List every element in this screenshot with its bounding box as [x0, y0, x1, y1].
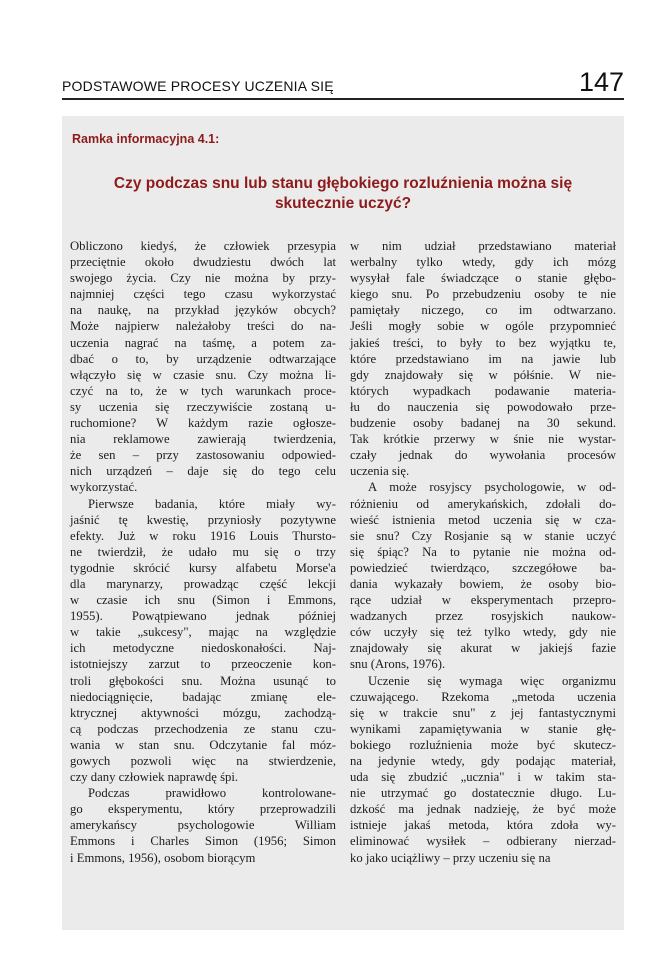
- text-line: przeciętnie około dwudziestu dwóch lat: [70, 255, 336, 270]
- text-line: Emmons i Charles Simon (1956; Simon: [70, 834, 336, 849]
- text-line: eliminować wysiłek – odbierany nierzad-: [350, 834, 616, 849]
- text-line: na naukę, na przykład języków obcych?: [70, 303, 336, 318]
- page-number: 147: [578, 67, 624, 97]
- text-line: różnieniu od amerykańskich, zdołali do-: [350, 496, 616, 511]
- text-line: czyć na to, że w tych warunkach proce-: [70, 383, 336, 398]
- text-line: 1955). Powątpiewano jednak później: [70, 609, 336, 624]
- text-line: w takie „sukcesy", mając na względzie: [70, 625, 336, 640]
- text-line: gdy znajdowały się w półśnie. W nie-: [350, 367, 616, 382]
- text-line: dania wykazały bowiem, że osoby bio-: [350, 576, 616, 591]
- text-line: Obliczono kiedyś, że człowiek przesypia: [70, 239, 336, 253]
- title-line: skutecznie uczyć?: [274, 195, 412, 212]
- text-line: ich metodyczne niedoskonałości. Naj-: [70, 641, 336, 656]
- text-line: troli głębokości snu. Można usunąć to: [70, 673, 336, 688]
- text-line: wynikami zapamiętywania w stanie głę-: [350, 721, 616, 736]
- text-line: jaśnić tę kwestię, przyniosły pozytywne: [70, 512, 336, 527]
- text-line: w czasie ich snu (Simon i Emmons,: [70, 593, 336, 608]
- text-line: ców uczyły się też tylko wtedy, gdy nie: [350, 625, 616, 640]
- text-column-left: [70, 238, 336, 866]
- text-line: cą podczas przechodzenia ze stanu czu-: [70, 721, 336, 736]
- text-line: w nim udział przedstawiano materiał: [350, 239, 616, 253]
- text-line: ne twierdził, że udało mu się o trzy: [70, 544, 336, 559]
- text-line: których wypadkach podawanie materia-: [350, 383, 616, 398]
- text-line: się w trakcie snu" z jej fantastycznymi: [350, 705, 616, 720]
- text-line: sie snu? Czy Rosjanie są w stanie uczyć: [350, 528, 616, 543]
- info-box: [62, 116, 624, 930]
- text-line: sy uczenia się rzeczywiście zostaną u-: [70, 399, 336, 414]
- text-line: wysyłał fale świadczące o stanie głębo-: [350, 271, 616, 286]
- text-line: Podczas prawidłowo kontrolowane-: [88, 786, 336, 801]
- text-line: wania w stan snu. Odczytanie fal móz-: [70, 737, 336, 752]
- text-line: powiedzieć twierdząco, szczegółowe ba-: [350, 560, 616, 575]
- text-line: uczenia się.: [350, 464, 410, 479]
- text-line: istotniejszy zarzut to przeoczenie kon-: [70, 657, 336, 672]
- text-line: czy dany człowiek naprawdę śpi.: [70, 770, 239, 785]
- text-line: rące udział w eksperymentach przepro-: [350, 593, 616, 608]
- text-line: uda się zbudzić „ucznia" i w takim sta-: [350, 770, 616, 785]
- info-box-title: [82, 174, 604, 214]
- running-title: PODSTAWOWE PROCESY UCZENIA SIĘ: [62, 78, 334, 94]
- text-line: ruchomione? W każdym razie ogłosze-: [70, 416, 336, 431]
- text-line: wadzanych przez rosyjskich naukow-: [350, 609, 616, 624]
- text-line: że sen – przy zastosowaniu odpowied-: [70, 448, 336, 463]
- text-line: amerykańscy psychologowie William: [70, 818, 336, 833]
- text-line: dbać o to, by urządzenie odtwarzające: [70, 351, 336, 366]
- text-line: wieść istnienia metod uczenia się w cza-: [350, 512, 616, 527]
- text-line: bokiego rozluźnienia może być skutecz-: [350, 737, 616, 752]
- header-rule: [62, 98, 624, 100]
- text-line: czały jednak do wywołania procesów: [350, 448, 616, 463]
- text-line: go eksperymentu, który przeprowadzili: [70, 802, 336, 817]
- text-line: Jeśli mogły sobie w ogóle przypomnieć: [350, 319, 616, 334]
- text-line: werbalny tylko wtedy, gdy ich mózg: [350, 255, 616, 270]
- text-line: czuwającego. Rzekoma „metoda uczenia: [350, 689, 616, 704]
- text-line: Uczenie się wymaga więc organizmu: [368, 673, 616, 688]
- text-line: A może rosyjscy psychologowie, w od-: [368, 480, 616, 495]
- title-line: Czy podczas snu lub stanu głębokiego rozluźnienia można się: [113, 175, 573, 192]
- text-line: dzkość ma jednak nadzieję, że być może: [350, 802, 616, 817]
- text-line: ktrycznej aktywności mózgu, zachodzą-: [70, 705, 336, 720]
- text-line: i Emmons, 1956), osobom biorącym: [70, 850, 256, 865]
- text-line: budzenie osoby badanej na 30 sekund.: [350, 416, 616, 431]
- text-line: uczenia nagrać na taśmę, a potem za-: [70, 335, 336, 350]
- text-line: tygodnie skrócić kursy alfabetu Morse'a: [70, 560, 336, 575]
- text-line: snu (Arons, 1976).: [350, 657, 446, 672]
- text-line: efekty. Już w roku 1916 Louis Thurstо-: [70, 528, 336, 543]
- text-line: nia reklamowe zawierają twierdzenia,: [70, 432, 336, 447]
- text-line: gowych pozwoli więc na stwierdzenie,: [70, 754, 336, 768]
- text-line: Tak krótkie przerwy w śnie nie wystar-: [350, 432, 616, 447]
- text-line: nie utrzymać go dostatecznie długo. Lu-: [350, 786, 616, 801]
- running-head: [62, 66, 624, 100]
- text-line: dla marynarzy, prowadząc część lekcji: [70, 576, 336, 591]
- text-column-right: [350, 238, 616, 866]
- text-line: nich urządzeń – daje się do tego celu: [70, 464, 336, 479]
- text-line: znajdowały się akurat w jakiejś fazie: [350, 641, 616, 656]
- text-line: swojego życia. Czy nie można by przy-: [70, 271, 336, 286]
- text-line: najmniej części tego czasu wykorzystać: [70, 287, 336, 302]
- text-line: Może najpierw należałoby treści do na-: [70, 319, 336, 334]
- text-line: ko jako uciążliwy – przy uczeniu się na: [350, 850, 551, 865]
- text-line: Pierwsze badania, które miały wy-: [88, 496, 336, 511]
- text-line: kiego snu. Po przebudzeniu osoby te nie: [350, 287, 616, 302]
- text-line: wykorzystać.: [70, 480, 138, 495]
- text-line: niedociągnięcie, badając zmianę ele-: [70, 689, 336, 704]
- text-line: pamiętały niczego, co im odtwarzano.: [350, 303, 616, 318]
- text-line: jakieś treści, to były to bez wyjątku te,: [350, 335, 616, 350]
- text-line: włączyło się w czasie snu. Czy można li-: [70, 367, 336, 382]
- text-line: istnieje jakaś metoda, która zdoła wy-: [350, 818, 616, 833]
- info-box-label: Ramka informacyjna 4.1:: [72, 132, 220, 146]
- text-line: na jedynie wtedy, gdy podając materiał,: [350, 754, 616, 768]
- text-line: które przedstawiano im na jawie lub: [350, 351, 616, 366]
- text-line: łu do nauczenia się powodowało prze-: [350, 399, 616, 414]
- text-line: się śpiąc? Na to pytanie nie można od-: [350, 544, 616, 559]
